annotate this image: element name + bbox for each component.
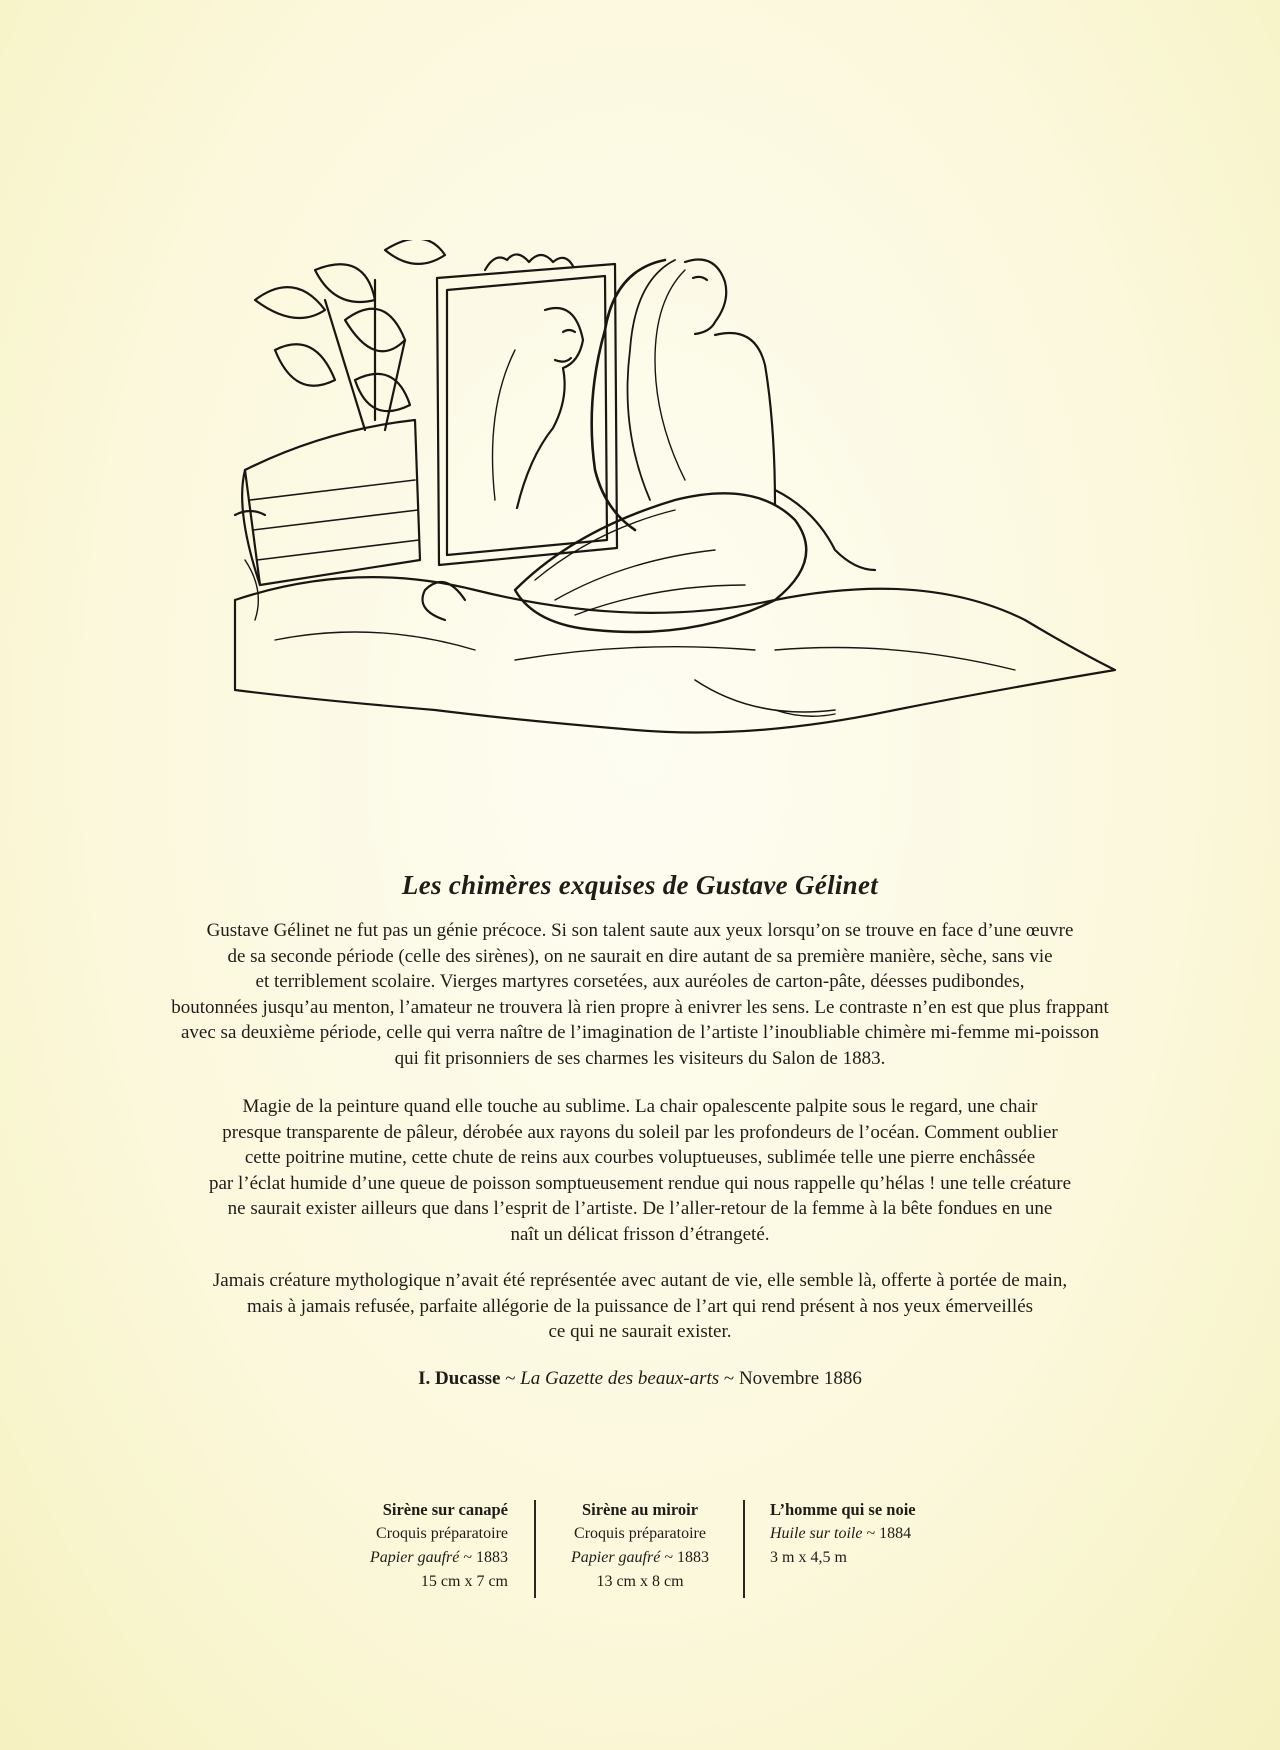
paragraph-line: naît un délicat frisson d’étrangeté. bbox=[510, 1223, 770, 1245]
citation-separator: ~ bbox=[505, 1368, 516, 1389]
work-year: ~ 1883 bbox=[664, 1549, 709, 1566]
paragraph-line: de sa seconde période (celle des sirènes), on ne saurait en dire autant de sa première manière, sèche, sans vie bbox=[227, 945, 1053, 967]
citation-date: Novembre 1886 bbox=[738, 1368, 862, 1389]
article-citation bbox=[0, 1368, 1280, 1390]
work-dimensions: 3 m x 4,5 m bbox=[770, 1549, 847, 1566]
work-item-homme-qui-se-noie bbox=[770, 1498, 1000, 1570]
work-medium: Papier gaufré bbox=[370, 1549, 460, 1566]
article-paragraph-3 bbox=[90, 1268, 1190, 1345]
paragraph-line: mais à jamais refusée, parfaite allégorie de la puissance de l’art qui rend présent à nos yeux émerveillés bbox=[246, 1295, 1034, 1317]
paragraph-line: Gustave Gélinet ne fut pas un génie précoce. Si son talent saute aux yeux lorsqu’on se trouve en face d’une œuvre bbox=[206, 920, 1074, 941]
paragraph-line: ne saurait exister ailleurs que dans l’esprit de l’artiste. De l’aller-retour de la femme à la bête fondues en une bbox=[227, 1198, 1053, 1219]
column-divider bbox=[534, 1500, 536, 1598]
work-dimensions: 13 cm x 8 cm bbox=[596, 1573, 684, 1590]
citation-separator: ~ bbox=[723, 1368, 735, 1389]
work-title: Sirène sur canapé bbox=[382, 1500, 508, 1519]
work-medium: Huile sur toile bbox=[770, 1525, 863, 1542]
article-paragraph-1 bbox=[90, 918, 1190, 1071]
work-year: ~ 1884 bbox=[866, 1525, 912, 1542]
work-title: Sirène au miroir bbox=[581, 1500, 699, 1519]
article-paragraph-2 bbox=[90, 1094, 1190, 1247]
work-item-sirene-sur-canape bbox=[330, 1498, 508, 1594]
paragraph-line: ce qui ne saurait exister. bbox=[548, 1321, 732, 1342]
work-item-sirene-au-miroir bbox=[548, 1498, 732, 1594]
paragraph-line: et terriblement scolaire. Vierges martyres corsetées, aux auréoles de carton-pâte, déesses pudibondes, bbox=[255, 971, 1025, 992]
article-title: Les chimères exquises de Gustave Gélinet bbox=[401, 870, 879, 900]
paragraph-line: presque transparente de pâleur, dérobée aux rayons du soleil par les profondeurs de l’océan. Comment oublier bbox=[222, 1121, 1058, 1143]
column-divider bbox=[743, 1500, 745, 1598]
paragraph-line: Jamais créature mythologique n’avait été représentée avec autant de vie, elle semble là, offerte à portée de main, bbox=[212, 1270, 1068, 1291]
work-year: ~ 1883 bbox=[463, 1549, 508, 1566]
work-subtitle: Croquis préparatoire bbox=[376, 1525, 508, 1542]
citation-journal: La Gazette des beaux-arts bbox=[520, 1368, 720, 1389]
paragraph-line: par l’éclat humide d’une queue de poisson somptueusement rendue qui nous rappelle qu’hélas ! une telle créature bbox=[208, 1172, 1072, 1194]
citation-author: I. Ducasse bbox=[418, 1368, 501, 1389]
works-list bbox=[0, 1498, 1280, 1598]
paragraph-line: boutonnées jusqu’au menton, l’amateur ne trouvera là rien propre à enivrer les sens. Le contraste n’en est que plus frappant bbox=[171, 996, 1109, 1018]
work-title: L’homme qui se noie bbox=[770, 1500, 916, 1519]
work-subtitle: Croquis préparatoire bbox=[574, 1525, 706, 1542]
work-dimensions: 15 cm x 7 cm bbox=[420, 1573, 508, 1590]
mermaid-sketch-illustration bbox=[215, 240, 1135, 820]
paragraph-line: cette poitrine mutine, cette chute de reins aux courbes voluptueuses, sublimée telle une pierre enchâssée bbox=[244, 1147, 1036, 1168]
work-medium: Papier gaufré bbox=[571, 1549, 661, 1566]
paragraph-line: Magie de la peinture quand elle touche au sublime. La chair opalescente palpite sous le regard, une chair bbox=[242, 1096, 1038, 1117]
paragraph-line: qui fit prisonniers de ses charmes les visiteurs du Salon de 1883. bbox=[394, 1047, 886, 1069]
paragraph-line: avec sa deuxième période, celle qui verra naître de l’imagination de l’artiste l’inoubliable chimère mi-femme mi-poisson bbox=[181, 1022, 1099, 1043]
